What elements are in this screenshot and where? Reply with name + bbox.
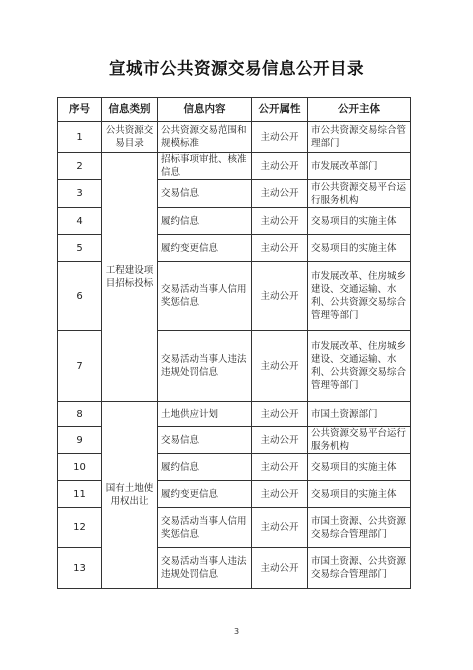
row-number: 12 [58, 508, 102, 548]
row-category: 国有土地使用权出让 [102, 402, 158, 589]
row-number: 8 [58, 402, 102, 427]
row-number: 1 [58, 122, 102, 153]
header-category: 信息类别 [102, 98, 158, 122]
row-attr: 主动公开 [252, 508, 308, 548]
row-subject: 市国土资源部门 [308, 402, 411, 427]
document-title: 宣城市公共资源交易信息公开目录 [109, 59, 364, 78]
row-attr: 主动公开 [252, 331, 308, 402]
row-subject: 交易项目的实施主体 [308, 235, 411, 262]
header-content: 信息内容 [158, 98, 252, 122]
row-number: 13 [58, 548, 102, 589]
row-subject: 交易项目的实施主体 [308, 481, 411, 508]
table-row [58, 153, 411, 180]
row-attr: 主动公开 [252, 427, 308, 454]
header-attr: 公开属性 [252, 98, 308, 122]
row-category: 公共资源交易目录 [102, 122, 158, 153]
row-attr: 主动公开 [252, 235, 308, 262]
row-category: 工程建设项目招标投标 [102, 153, 158, 402]
row-subject: 交易项目的实施主体 [308, 208, 411, 235]
row-attr: 主动公开 [252, 262, 308, 331]
row-number: 7 [58, 331, 102, 402]
row-attr: 主动公开 [252, 402, 308, 427]
row-subject: 市发展改革、住房城乡建设、交通运输、水利、公共资源交易综合管理等部门 [308, 262, 411, 331]
row-number: 5 [58, 235, 102, 262]
row-number: 2 [58, 153, 102, 180]
row-content: 招标事项审批、核准信息 [158, 153, 252, 180]
row-subject: 市国土资源、公共资源交易综合管理部门 [308, 548, 411, 589]
row-content: 交易信息 [158, 180, 252, 208]
row-content: 履约信息 [158, 454, 252, 481]
table-row [58, 402, 411, 427]
row-attr: 主动公开 [252, 454, 308, 481]
row-subject: 交易项目的实施主体 [308, 454, 411, 481]
row-content: 公共资源交易范围和规模标准 [158, 122, 252, 153]
row-number: 10 [58, 454, 102, 481]
row-content: 交易活动当事人违法违规处罚信息 [158, 331, 252, 402]
row-content: 交易活动当事人信用奖惩信息 [158, 262, 252, 331]
row-content: 土地供应计划 [158, 402, 252, 427]
row-content: 履约信息 [158, 208, 252, 235]
row-number: 3 [58, 180, 102, 208]
row-attr: 主动公开 [252, 153, 308, 180]
row-attr: 主动公开 [252, 548, 308, 589]
table-header-row [58, 98, 411, 122]
row-subject: 市国土资源、公共资源交易综合管理部门 [308, 508, 411, 548]
row-attr: 主动公开 [252, 481, 308, 508]
row-content: 交易活动当事人信用奖惩信息 [158, 508, 252, 548]
disclosure-table [57, 97, 411, 589]
row-number: 9 [58, 427, 102, 454]
row-attr: 主动公开 [252, 180, 308, 208]
header-num: 序号 [58, 98, 102, 122]
row-attr: 主动公开 [252, 122, 308, 153]
row-content: 履约变更信息 [158, 235, 252, 262]
row-attr: 主动公开 [252, 208, 308, 235]
page-number: 3 [233, 627, 240, 636]
header-subject: 公开主体 [308, 98, 411, 122]
row-subject: 市公共资源交易平台运行服务机构 [308, 180, 411, 208]
row-content: 履约变更信息 [158, 481, 252, 508]
row-subject: 市发展改革部门 [308, 153, 411, 180]
row-subject: 市公共资源交易综合管理部门 [308, 122, 411, 153]
row-number: 11 [58, 481, 102, 508]
row-subject: 公共资源交易平台运行服务机构 [308, 427, 411, 454]
row-content: 交易信息 [158, 427, 252, 454]
row-number: 4 [58, 208, 102, 235]
table-row [58, 122, 411, 153]
row-content: 交易活动当事人违法违规处罚信息 [158, 548, 252, 589]
row-subject: 市发展改革、住房城乡建设、交通运输、水利、公共资源交易综合管理等部门 [308, 331, 411, 402]
row-number: 6 [58, 262, 102, 331]
